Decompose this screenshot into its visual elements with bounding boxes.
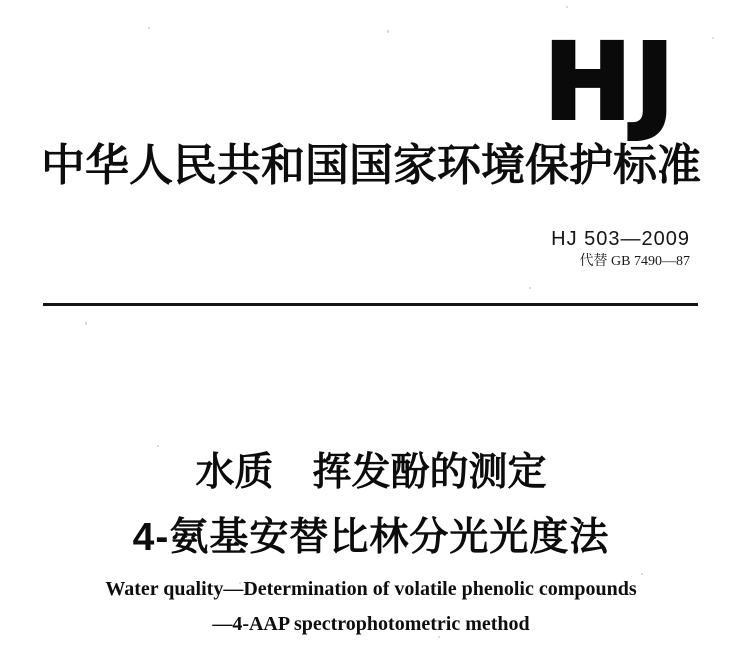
replaces-note: 代替 GB 7490—87 (579, 254, 690, 269)
scan-speckle (529, 287, 531, 289)
scan-speckle (85, 322, 87, 325)
title-en-line2: —4-AAP spectrophotometric method (212, 613, 530, 635)
header-divider-rule (43, 303, 698, 306)
scan-speckle (566, 6, 568, 8)
scan-speckle (239, 582, 241, 584)
scan-speckle (712, 37, 714, 39)
english-title-block (0, 572, 742, 642)
hj-logo: HJ (544, 21, 678, 143)
title-cn-line1: 水质 挥发酚的测定 (195, 451, 547, 494)
title-cn-line2: 4-氨基安替比林分光光度法 (132, 516, 610, 559)
scan-speckle (438, 636, 440, 638)
title-en-line1: Water quality—Determination of volatile phenolic compounds (105, 578, 637, 600)
main-title-block (0, 449, 742, 561)
scan-speckle (387, 30, 389, 33)
national-standard-header: 中华人民共和国国家环境保护标准 (41, 141, 701, 190)
scan-speckle (641, 573, 643, 575)
scan-speckle (148, 27, 150, 29)
standard-code: HJ 503—2009 (551, 228, 690, 250)
scan-speckle (157, 445, 159, 447)
standard-code-block (551, 227, 690, 271)
